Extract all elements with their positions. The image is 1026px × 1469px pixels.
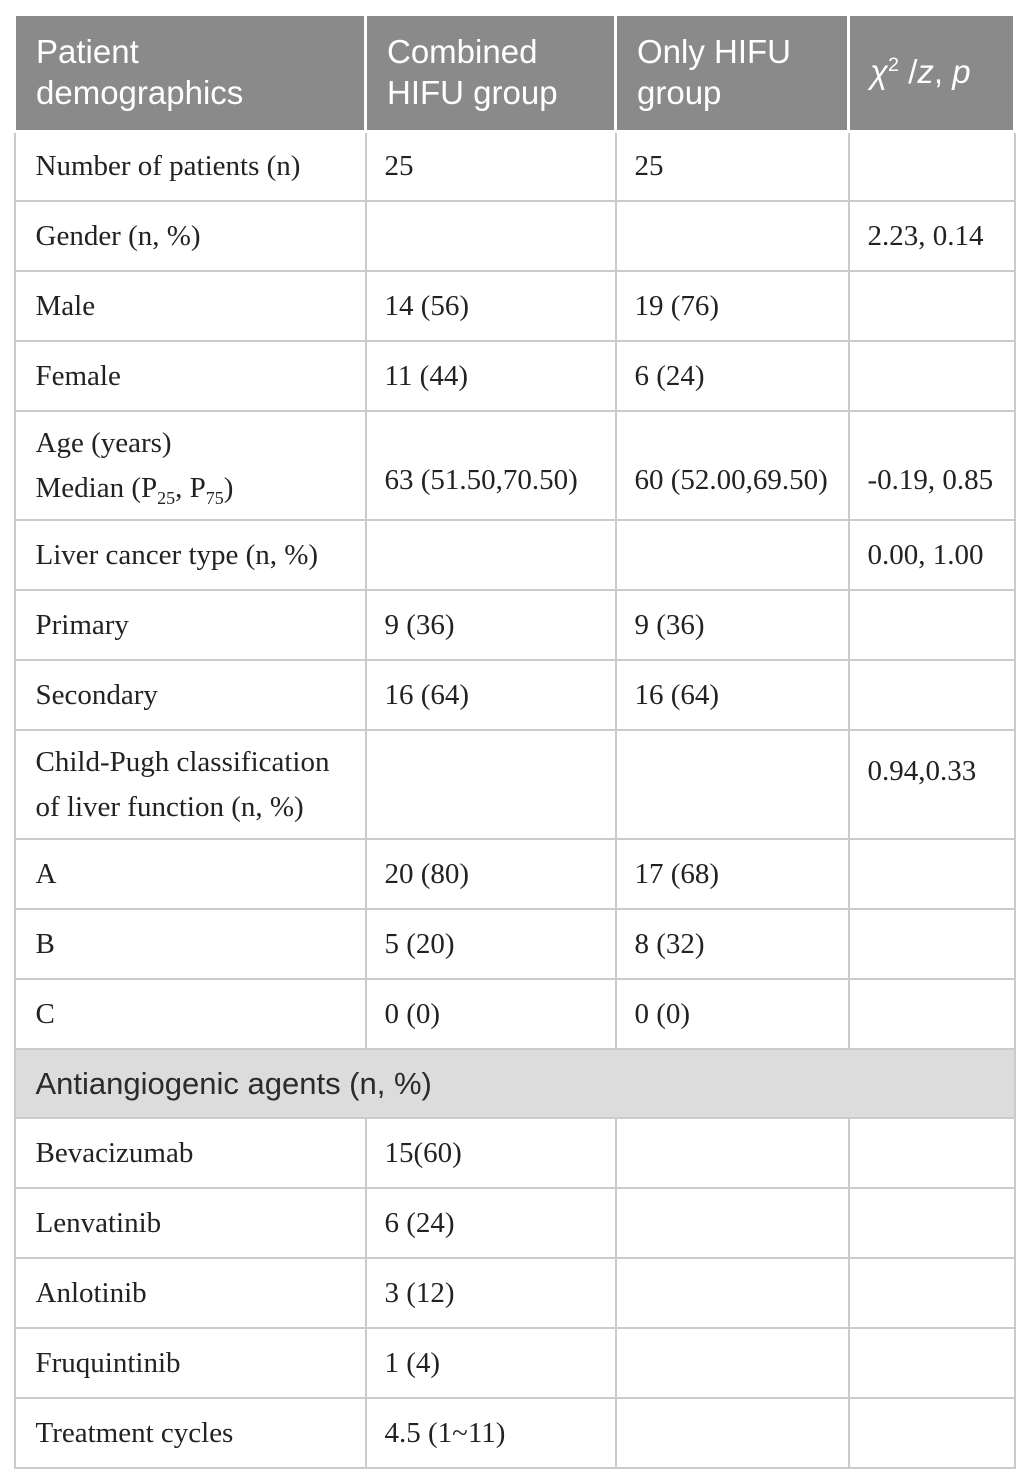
header-comma: , [933, 53, 953, 91]
stat-value-cell [849, 1328, 1015, 1398]
combined-value-cell: 20 (80) [366, 839, 616, 909]
stat-value-cell: -0.19, 0.85 [849, 411, 1015, 520]
row-label-cell: Bevacizumab [15, 1118, 366, 1188]
combined-value-cell: 9 (36) [366, 590, 616, 660]
combined-value-cell: 1 (4) [366, 1328, 616, 1398]
stat-value-cell: 0.94,0.33 [849, 730, 1015, 839]
stat-value-cell [849, 839, 1015, 909]
row-label-cell: Number of patients (n) [15, 131, 366, 201]
col-header-patient-demographics [15, 15, 366, 132]
row-label-cell: Liver cancer type (n, %) [15, 520, 366, 590]
only-value-cell [616, 1118, 849, 1188]
table-row [15, 1398, 1015, 1468]
table-row [15, 1188, 1015, 1258]
combined-value-cell: 4.5 (1~11) [366, 1398, 616, 1468]
col-header-label: Only HIFU group [637, 33, 792, 111]
table-row [15, 909, 1015, 979]
stat-value-cell: 2.23, 0.14 [849, 201, 1015, 271]
only-value-cell: 0 (0) [616, 979, 849, 1049]
only-value-cell [616, 1398, 849, 1468]
combined-value-cell: 6 (24) [366, 1188, 616, 1258]
section-header-label: Antiangiogenic agents (n, %) [15, 1049, 1015, 1118]
table-row [15, 520, 1015, 590]
only-value-cell [616, 201, 849, 271]
combined-value-cell [366, 201, 616, 271]
row-label-cell: Female [15, 341, 366, 411]
age-label-line1: Age (years) [35, 426, 172, 459]
row-label-cell: C [15, 979, 366, 1049]
row-label-cell: Child-Pugh classification of liver function (n, %) [15, 730, 366, 839]
only-value-cell [616, 520, 849, 590]
row-label-cell: Anlotinib [15, 1258, 366, 1328]
only-value-cell [616, 730, 849, 839]
stat-value-cell [849, 341, 1015, 411]
only-value-cell: 19 (76) [616, 271, 849, 341]
chi-superscript: 2 [888, 54, 900, 77]
table-row [15, 660, 1015, 730]
header-separator: / [899, 53, 918, 91]
chi-symbol: χ [870, 53, 889, 91]
median-text: , P [175, 471, 206, 504]
row-label-cell: Secondary [15, 660, 366, 730]
combined-value-cell [366, 520, 616, 590]
only-value-cell: 6 (24) [616, 341, 849, 411]
table-header-row [15, 15, 1015, 132]
col-header-label: Combined HIFU group [387, 33, 558, 111]
stat-value-cell [849, 1398, 1015, 1468]
row-label-cell [15, 411, 366, 520]
row-label-cell: Lenvatinib [15, 1188, 366, 1258]
table-row [15, 839, 1015, 909]
section-header-row-antiangiogenic-agents [15, 1049, 1015, 1118]
stat-value-cell [849, 1188, 1015, 1258]
row-label-cell: A [15, 839, 366, 909]
col-header-combined-hifu-group [366, 15, 616, 132]
only-value-cell [616, 1258, 849, 1328]
table-row [15, 1328, 1015, 1398]
combined-value-cell: 25 [366, 131, 616, 201]
stat-value-cell [849, 1258, 1015, 1328]
table-row [15, 271, 1015, 341]
combined-value-cell: 11 (44) [366, 341, 616, 411]
table-row [15, 590, 1015, 660]
combined-value-cell [366, 730, 616, 839]
stat-value-cell [849, 131, 1015, 201]
only-value-cell: 9 (36) [616, 590, 849, 660]
row-label-cell: Fruquintinib [15, 1328, 366, 1398]
only-value-cell: 17 (68) [616, 839, 849, 909]
only-value-cell: 60 (52.00,69.50) [616, 411, 849, 520]
table-row [15, 1258, 1015, 1328]
stat-value-cell [849, 660, 1015, 730]
combined-value-cell: 5 (20) [366, 909, 616, 979]
stat-value-cell [849, 979, 1015, 1049]
col-header-only-hifu-group [616, 15, 849, 132]
p-symbol: p [952, 53, 971, 91]
stat-value-cell [849, 909, 1015, 979]
row-label-cell: Male [15, 271, 366, 341]
row-label-cell: Primary [15, 590, 366, 660]
combined-value-cell: 16 (64) [366, 660, 616, 730]
p75-subscript: 75 [205, 487, 224, 508]
p25-subscript: 25 [157, 487, 176, 508]
only-value-cell: 8 (32) [616, 909, 849, 979]
row-label-cell: Treatment cycles [15, 1398, 366, 1468]
only-value-cell: 16 (64) [616, 660, 849, 730]
table-row [15, 131, 1015, 201]
stat-value-cell [849, 1118, 1015, 1188]
combined-value-cell: 3 (12) [366, 1258, 616, 1328]
z-symbol: z [917, 53, 934, 91]
table-row [15, 341, 1015, 411]
median-text: ) [223, 471, 234, 504]
col-header-chi-square-z-p [849, 15, 1015, 132]
combined-value-cell: 15(60) [366, 1118, 616, 1188]
table-row [15, 1118, 1015, 1188]
only-value-cell [616, 1188, 849, 1258]
median-text: Median (P [35, 471, 158, 504]
stat-value-cell [849, 271, 1015, 341]
age-label-line2 [36, 466, 353, 511]
combined-value-cell: 63 (51.50,70.50) [366, 411, 616, 520]
patient-demographics-table [13, 13, 1016, 1469]
only-value-cell: 25 [616, 131, 849, 201]
table-row [15, 979, 1015, 1049]
row-label-cell: B [15, 909, 366, 979]
combined-value-cell: 14 (56) [366, 271, 616, 341]
stat-value-cell: 0.00, 1.00 [849, 520, 1015, 590]
combined-value-cell: 0 (0) [366, 979, 616, 1049]
stat-value-cell [849, 590, 1015, 660]
col-header-label: Patient demographics [36, 33, 244, 111]
table-row [15, 201, 1015, 271]
row-label-cell: Gender (n, %) [15, 201, 366, 271]
table-row-child-pugh [15, 730, 1015, 839]
table-row-age [15, 411, 1015, 520]
only-value-cell [616, 1328, 849, 1398]
